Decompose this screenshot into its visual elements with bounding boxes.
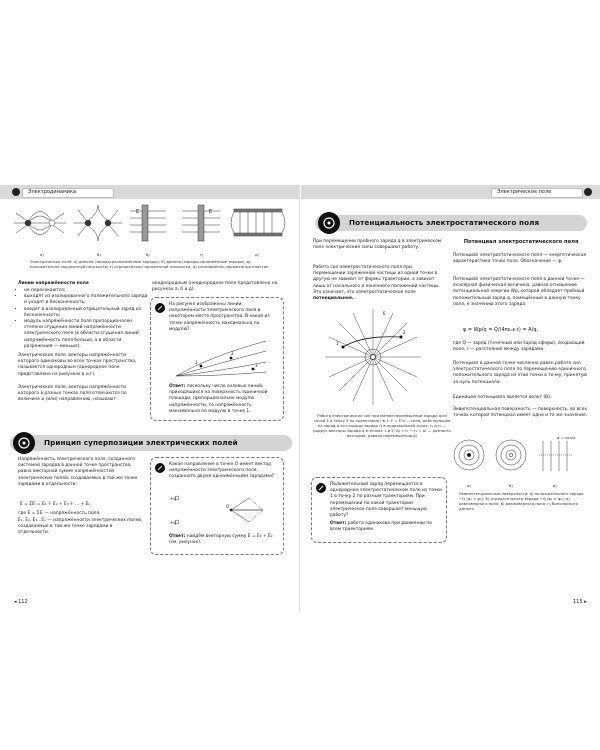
book-logo-icon [584, 188, 592, 196]
figure-label-e: д) [255, 252, 260, 257]
section-potential-title: Потенциальность электростатического поля [349, 218, 540, 227]
equi-label-b: б) [509, 483, 513, 488]
work-diagram [323, 307, 433, 407]
left-page-number-value: 112 [18, 599, 28, 605]
right-running-head-text: Электрическое поле [497, 189, 552, 195]
book-spread [0, 185, 600, 613]
question-box-3 [311, 477, 447, 543]
equi-caption: Эквипотенциальные поверхности: а) положительного заряда −Q (φ₁ > φ₂); б) отрицательного заряда −Q (φ₁ > φ₂); в) равномерного поля; в) равномерного поля; г) биполярного диполя [459, 491, 584, 511]
left-page-number: ◂ 112 [14, 599, 28, 605]
q1-answer-text: поскольку число силовых линий, приходящихся на поверхность единичной площади, пропорционально модулю напряжённости, то напряжённость максимальна по модулю в точке 1. [169, 384, 268, 414]
q3-text: Положительный заряд перемещается в однородном электростатическом поле из точки 1 в точку 2 по разным траекториям. При перемещении по какой траектории электрическое поле совершает меньшую работу? [330, 482, 442, 519]
q2-vector-diagram [169, 492, 269, 532]
svg-text:2: 2 [231, 351, 234, 356]
q3-answer-text: работа одинакова при движении по всем траекториям. [330, 521, 432, 533]
lines-heading: Линии напряжённости поля [18, 281, 89, 286]
work-text [313, 265, 445, 302]
svg-text:1: 1 [195, 360, 198, 365]
svg-text:+q: +q [170, 496, 176, 501]
figure-label-a: а) [40, 252, 44, 257]
q2-answer-label: Ответ: [169, 534, 186, 539]
phi-const-label: φ = const [557, 435, 576, 440]
section-superposition [10, 435, 292, 451]
potential-where: где Q — заряд (точечный или заряд сферы), создающий поле, r — расстояние между зарядами. [453, 341, 585, 353]
right-page-number-value: 115 [573, 599, 583, 605]
bullet-3: • входят в изолированный отрицательный заряд из бесконечности; [24, 307, 148, 319]
potential-text: Потенциал электростатического поля в данной точке — скалярная физическая величина, равная отношению потенциальной энергии Wp, которой обладает пробный положительный заряд q, помещённый в данную точку поля, к значению этого заряда: [453, 277, 585, 307]
book-logo-icon [12, 188, 20, 196]
equi-label-c: в) [553, 483, 557, 488]
parallel-plates-figure [231, 209, 285, 236]
question-box-2 [150, 457, 284, 555]
intro-text: При перемещении пробного заряда q в электрическом поле электрические силы совершают работу. [313, 239, 442, 251]
equipotential-figures [451, 433, 591, 483]
potential-heading: Потенциал электростатического поля [463, 239, 579, 245]
figure-label-b: б) [97, 252, 101, 257]
negative-plane-figure [182, 205, 220, 241]
figure-label-c: в) [146, 252, 150, 257]
svg-text:E: E [136, 209, 140, 215]
svg-text:E: E [383, 311, 386, 316]
q1-answer [169, 384, 279, 415]
section-superposition-title: Принцип суперпозиции электрических полей [44, 438, 238, 447]
pencil-icon [316, 483, 326, 493]
svg-text:+q: +q [170, 520, 176, 525]
left-running-head-text: Электродинамика [28, 189, 77, 195]
right-page [301, 185, 600, 613]
bullet-4: • модуль напряжённости поля пропорционален степени сгущения линий напряжённости электрического поля (в области сгущения линий напряжённость поля больше, а в области разрежения — меньше). [24, 319, 148, 350]
nonuniform-text: Электрическое поле, векторы напряжённости которого в разных точках поля отличаются по величине и (или) направлению, называют [18, 385, 127, 403]
work-text-body: Работа сил электростатического поля при перемещении заряженной частицы из одной точки в другую не зависит от формы траектории, а зависит лишь от начального и конечного положений частицы. Это означает, что электростатическое поле [313, 265, 440, 295]
svg-text:2: 2 [403, 330, 406, 335]
q3-answer-label: Ответ: [330, 521, 347, 526]
right-running-head [301, 185, 600, 199]
work-text-bold: потенциальное. [313, 296, 354, 302]
right-page-number: 115 ▸ [573, 599, 587, 605]
formula-where-2: E₁, E₂, E₃...Eₙ — напряжённости электрических полей, создаваемые в той же точке зарядами в отдельности. [18, 518, 143, 536]
q2-answer [169, 534, 279, 546]
equi-text: Эквипотенциальная поверхность — поверхность, во всех точках которой потенциал имеет одно и то же значение. [453, 407, 588, 419]
superposition-formula: E = ΣEᵢ = E₁ + E₂ + E₃ + ... + Eₙ, [20, 502, 92, 507]
pencil-icon [155, 463, 165, 473]
nonuniform-cont: неоднородным (неоднородное поле представлено на рисунках а, б и д). [152, 281, 278, 293]
bullet-1: • не пересекаются; [24, 288, 148, 294]
book-badge-icon [318, 212, 340, 234]
q1-answer-label: Ответ: [169, 384, 186, 389]
unit-text: Единицей потенциала является вольт (В). [453, 395, 552, 400]
q2-text: Какое направление в точке O имеет вектор напряжённости электрического поля, созданного двумя одноимёнными зарядами? [169, 462, 275, 480]
q2-answer-text: найдём векторную сумму E = E₁ + E₂ (см. рисунок). [169, 534, 273, 546]
svg-text:3: 3 [255, 363, 258, 368]
potential-formula: φ = Wp/q = Q/(4πε₀ε·r) = A/q, [463, 327, 539, 333]
dipole-like-figure [74, 205, 122, 241]
q1-text: На рисунке изображены линии напряжённости электрического поля в некотором месте пространства. В какой из точек напряжённость максимальна по модулю? [169, 302, 270, 332]
left-running-head [0, 185, 299, 199]
equi-label-a: а) [467, 483, 471, 488]
q3-answer [330, 521, 442, 533]
work-diagram-caption: Работа электрических сил при малом перемещении заряда q из точки 1 в точку 2 по траектории l в 1: F = E·q — сила, действующая на заряд q со стороны заряда Q в произвольной точке; r₁ и r₂ — радиус-векторы заряда q в точках 1 и 2; Δl = r₂ − r₁ = Δl — разность векторов, равная перемещению Δl [313, 413, 451, 438]
figure-label-d: г) [200, 252, 204, 257]
superposition-text: Напряжённость электрического поля, созданного системой зарядов в данной точке пространства, равна векторной сумме напряжённостей электрических полей, создаваемых в той же точке зарядами в отдельности: [18, 457, 138, 487]
left-page [0, 185, 300, 613]
pencil-icon [155, 303, 165, 313]
book-badge-icon [13, 432, 35, 454]
field-figures [8, 203, 292, 251]
potential-def: Потенциал электростатического поля — энергетическая характеристика точки поля. Обозначение — φ. [453, 253, 587, 265]
q1-field-lines [171, 336, 271, 378]
svg-text:1: 1 [336, 341, 339, 346]
potential-work: Потенциал в данной точке численно равен работе сил электростатического поля по перемещению единичного положительного заряда из этой точки в точку, принятую за нуль потенциала. [453, 361, 587, 385]
uniform-text: Электрическое поле, векторы напряжённости которого одинаковы во всех точках пространства, называется однородным (однородное поле представлено на рисунках в и г). [18, 353, 137, 377]
question-box-1 [150, 297, 284, 421]
dipole-opposite-figure [14, 212, 66, 235]
svg-text:E: E [209, 209, 213, 215]
positive-plane-figure [130, 205, 166, 241]
figure-caption: Электрическое поле: а) диполя (заряды разноимённые заряды); б) диполя (заряды одноимённые заряды); в) положительно заряженной плоскости; г) отрицательно заряженной плоскости; д) разноимённо заряженных пластин [30, 259, 269, 269]
bullet-2: • выходят из изолированного положительного заряда и уходят в бесконечность; [24, 294, 148, 306]
lines-bullets [18, 288, 148, 350]
section-potential [315, 215, 587, 231]
svg-text:O: O [226, 504, 230, 509]
formula-where-1: где E = ΣEᵢ — напряжённость поля, [18, 511, 101, 516]
